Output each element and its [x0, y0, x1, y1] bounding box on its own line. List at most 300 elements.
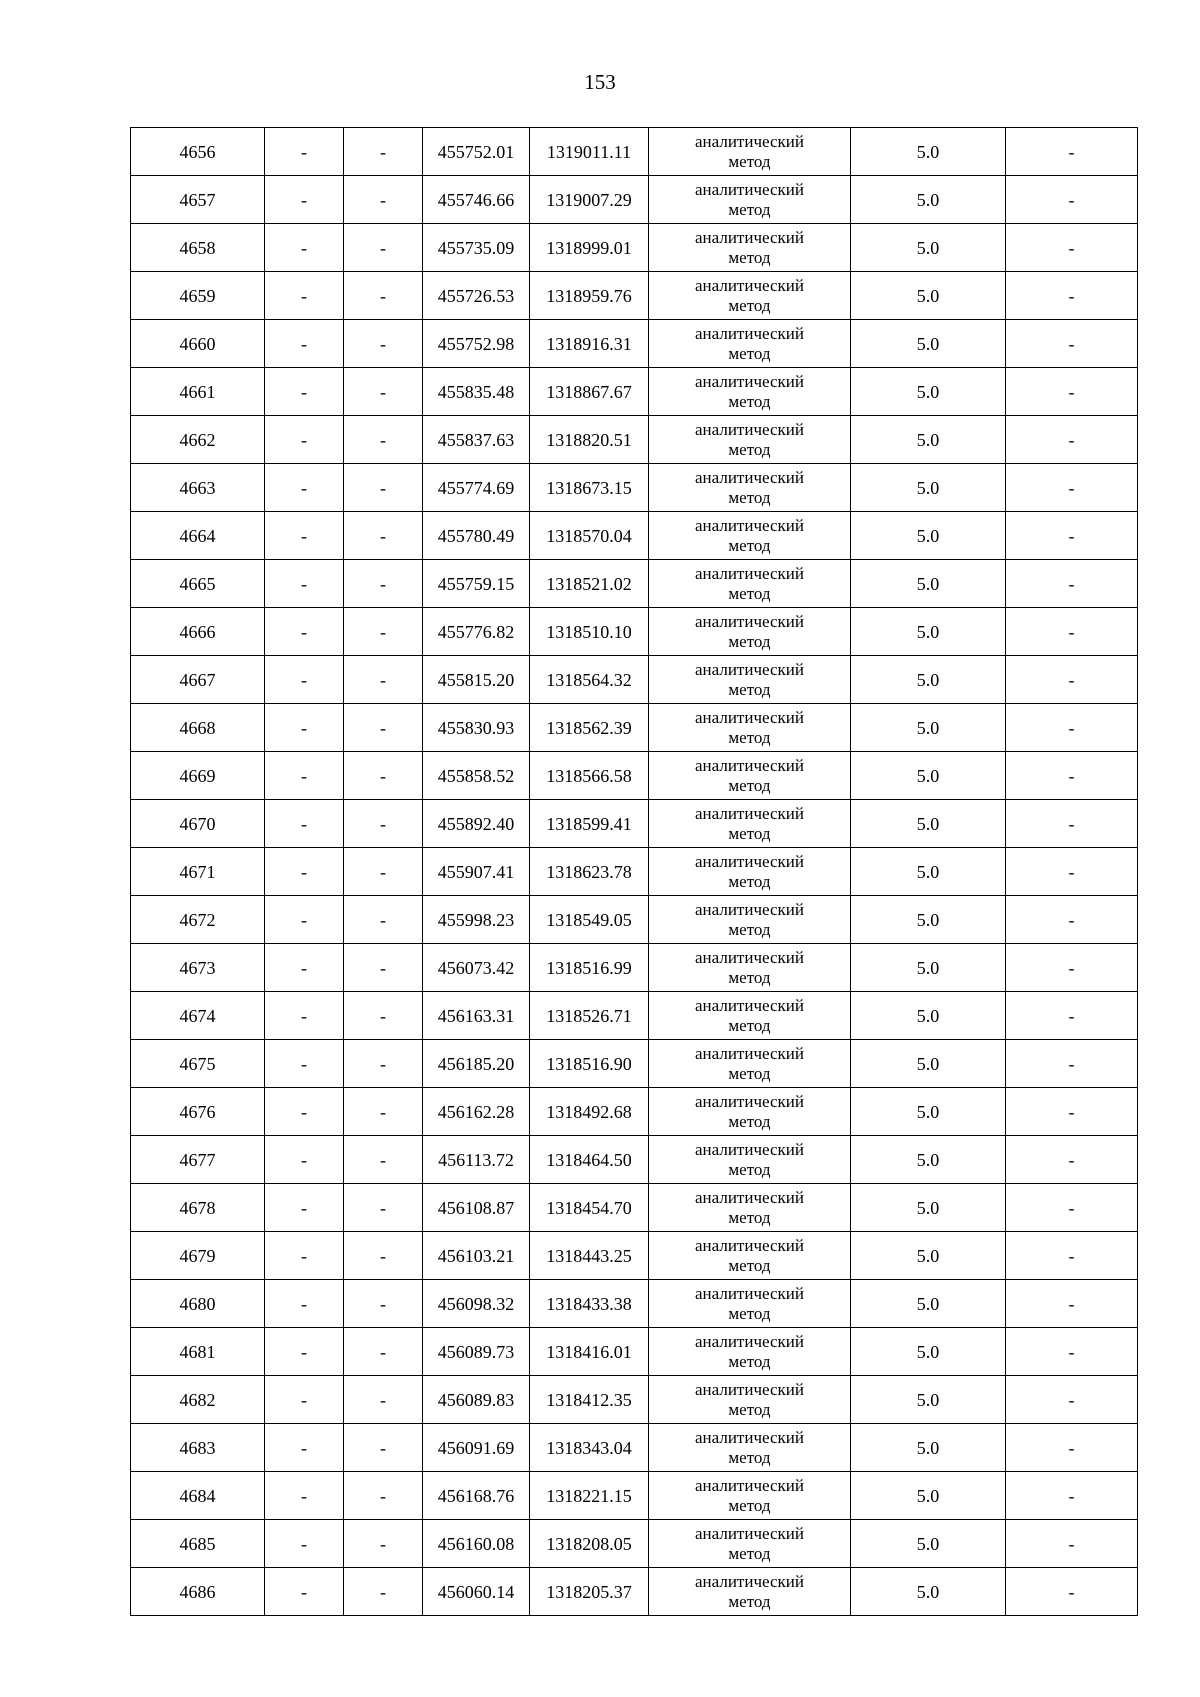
method-line-2: метод [728, 1495, 771, 1515]
x-coordinate-cell: 455752.98 [423, 320, 530, 368]
dash-cell: - [265, 1136, 344, 1184]
method-cell [649, 1040, 851, 1088]
table-body [131, 128, 1138, 1616]
y-coordinate-cell: 1318599.41 [530, 800, 649, 848]
method-cell [649, 368, 851, 416]
method-line-1: аналитический [695, 659, 804, 679]
point-number-cell: 4686 [131, 1568, 265, 1616]
method-cell [649, 176, 851, 224]
table-row [131, 1568, 1138, 1616]
y-coordinate-cell: 1318820.51 [530, 416, 649, 464]
method-cell [649, 224, 851, 272]
method-line-2: метод [728, 775, 771, 795]
y-coordinate-cell: 1318673.15 [530, 464, 649, 512]
accuracy-cell: 5.0 [851, 608, 1006, 656]
method-cell [649, 512, 851, 560]
method-line-2: метод [728, 1159, 771, 1179]
dash-cell: - [265, 1232, 344, 1280]
x-coordinate-cell: 455726.53 [423, 272, 530, 320]
method-line-2: метод [728, 1207, 771, 1227]
table-row [131, 1328, 1138, 1376]
dash-cell: - [1006, 272, 1138, 320]
dash-cell: - [265, 1184, 344, 1232]
accuracy-cell: 5.0 [851, 1280, 1006, 1328]
dash-cell: - [344, 1088, 423, 1136]
y-coordinate-cell: 1318464.50 [530, 1136, 649, 1184]
table-row [131, 320, 1138, 368]
dash-cell: - [1006, 608, 1138, 656]
method-line-1: аналитический [695, 803, 804, 823]
accuracy-cell: 5.0 [851, 416, 1006, 464]
dash-cell: - [344, 128, 423, 176]
method-line-1: аналитический [695, 899, 804, 919]
x-coordinate-cell: 455830.93 [423, 704, 530, 752]
method-cell [649, 1328, 851, 1376]
table-row [131, 1376, 1138, 1424]
x-coordinate-cell: 456089.83 [423, 1376, 530, 1424]
accuracy-cell: 5.0 [851, 512, 1006, 560]
dash-cell: - [1006, 1424, 1138, 1472]
point-number-cell: 4662 [131, 416, 265, 464]
method-line-1: аналитический [695, 515, 804, 535]
dash-cell: - [265, 368, 344, 416]
y-coordinate-cell: 1319007.29 [530, 176, 649, 224]
accuracy-cell: 5.0 [851, 464, 1006, 512]
table-row [131, 224, 1138, 272]
y-coordinate-cell: 1318205.37 [530, 1568, 649, 1616]
x-coordinate-cell: 455776.82 [423, 608, 530, 656]
method-line-1: аналитический [695, 467, 804, 487]
method-cell [649, 464, 851, 512]
method-line-1: аналитический [695, 611, 804, 631]
y-coordinate-cell: 1318623.78 [530, 848, 649, 896]
method-line-2: метод [728, 535, 771, 555]
method-cell [649, 1184, 851, 1232]
table-row [131, 704, 1138, 752]
y-coordinate-cell: 1318999.01 [530, 224, 649, 272]
accuracy-cell: 5.0 [851, 1232, 1006, 1280]
accuracy-cell: 5.0 [851, 1520, 1006, 1568]
point-number-cell: 4660 [131, 320, 265, 368]
method-line-1: аналитический [695, 755, 804, 775]
method-cell [649, 896, 851, 944]
method-line-2: метод [728, 1447, 771, 1467]
method-line-2: метод [728, 967, 771, 987]
dash-cell: - [265, 1520, 344, 1568]
table-row [131, 992, 1138, 1040]
y-coordinate-cell: 1318916.31 [530, 320, 649, 368]
dash-cell: - [265, 1568, 344, 1616]
method-line-2: метод [728, 439, 771, 459]
table-row [131, 608, 1138, 656]
point-number-cell: 4683 [131, 1424, 265, 1472]
method-cell [649, 272, 851, 320]
dash-cell: - [265, 416, 344, 464]
y-coordinate-cell: 1318208.05 [530, 1520, 649, 1568]
dash-cell: - [344, 1520, 423, 1568]
y-coordinate-cell: 1318343.04 [530, 1424, 649, 1472]
x-coordinate-cell: 456113.72 [423, 1136, 530, 1184]
dash-cell: - [1006, 1136, 1138, 1184]
point-number-cell: 4671 [131, 848, 265, 896]
dash-cell: - [265, 1328, 344, 1376]
dash-cell: - [1006, 1328, 1138, 1376]
x-coordinate-cell: 456098.32 [423, 1280, 530, 1328]
accuracy-cell: 5.0 [851, 944, 1006, 992]
table-row [131, 1040, 1138, 1088]
table-row [131, 176, 1138, 224]
method-line-1: аналитический [695, 1043, 804, 1063]
point-number-cell: 4665 [131, 560, 265, 608]
method-line-2: метод [728, 199, 771, 219]
method-line-1: аналитический [695, 227, 804, 247]
method-line-1: аналитический [695, 995, 804, 1015]
x-coordinate-cell: 456108.87 [423, 1184, 530, 1232]
accuracy-cell: 5.0 [851, 752, 1006, 800]
accuracy-cell: 5.0 [851, 224, 1006, 272]
x-coordinate-cell: 455907.41 [423, 848, 530, 896]
x-coordinate-cell: 455858.52 [423, 752, 530, 800]
dash-cell: - [344, 560, 423, 608]
dash-cell: - [265, 224, 344, 272]
y-coordinate-cell: 1318412.35 [530, 1376, 649, 1424]
dash-cell: - [265, 752, 344, 800]
y-coordinate-cell: 1318566.58 [530, 752, 649, 800]
dash-cell: - [265, 512, 344, 560]
method-cell [649, 1280, 851, 1328]
method-line-1: аналитический [695, 1571, 804, 1591]
dash-cell: - [344, 320, 423, 368]
accuracy-cell: 5.0 [851, 1568, 1006, 1616]
accuracy-cell: 5.0 [851, 1328, 1006, 1376]
table-row [131, 1472, 1138, 1520]
dash-cell: - [344, 656, 423, 704]
method-cell [649, 1232, 851, 1280]
method-line-2: метод [728, 919, 771, 939]
dash-cell: - [344, 512, 423, 560]
y-coordinate-cell: 1318433.38 [530, 1280, 649, 1328]
method-line-2: метод [728, 871, 771, 891]
y-coordinate-cell: 1318510.10 [530, 608, 649, 656]
method-cell [649, 416, 851, 464]
dash-cell: - [1006, 704, 1138, 752]
dash-cell: - [344, 896, 423, 944]
dash-cell: - [1006, 560, 1138, 608]
dash-cell: - [1006, 320, 1138, 368]
dash-cell: - [265, 1088, 344, 1136]
point-number-cell: 4682 [131, 1376, 265, 1424]
x-coordinate-cell: 456168.76 [423, 1472, 530, 1520]
dash-cell: - [344, 752, 423, 800]
x-coordinate-cell: 455837.63 [423, 416, 530, 464]
accuracy-cell: 5.0 [851, 1088, 1006, 1136]
y-coordinate-cell: 1318549.05 [530, 896, 649, 944]
dash-cell: - [1006, 1376, 1138, 1424]
dash-cell: - [344, 224, 423, 272]
y-coordinate-cell: 1318867.67 [530, 368, 649, 416]
method-line-2: метод [728, 1015, 771, 1035]
table-row [131, 1232, 1138, 1280]
accuracy-cell: 5.0 [851, 896, 1006, 944]
point-number-cell: 4670 [131, 800, 265, 848]
method-cell [649, 128, 851, 176]
point-number-cell: 4677 [131, 1136, 265, 1184]
table-row [131, 464, 1138, 512]
method-line-2: метод [728, 247, 771, 267]
method-cell [649, 1136, 851, 1184]
dash-cell: - [265, 464, 344, 512]
accuracy-cell: 5.0 [851, 800, 1006, 848]
x-coordinate-cell: 455759.15 [423, 560, 530, 608]
table-row [131, 1520, 1138, 1568]
accuracy-cell: 5.0 [851, 704, 1006, 752]
dash-cell: - [265, 128, 344, 176]
y-coordinate-cell: 1318516.90 [530, 1040, 649, 1088]
method-line-1: аналитический [695, 131, 804, 151]
method-line-1: аналитический [695, 1235, 804, 1255]
dash-cell: - [344, 1568, 423, 1616]
dash-cell: - [1006, 848, 1138, 896]
dash-cell: - [265, 992, 344, 1040]
accuracy-cell: 5.0 [851, 848, 1006, 896]
dash-cell: - [1006, 1040, 1138, 1088]
dash-cell: - [1006, 464, 1138, 512]
method-line-1: аналитический [695, 371, 804, 391]
method-line-1: аналитический [695, 1139, 804, 1159]
dash-cell: - [1006, 1088, 1138, 1136]
y-coordinate-cell: 1318221.15 [530, 1472, 649, 1520]
table-row [131, 1136, 1138, 1184]
dash-cell: - [1006, 368, 1138, 416]
dash-cell: - [1006, 176, 1138, 224]
method-cell [649, 1568, 851, 1616]
table-row [131, 512, 1138, 560]
method-cell [649, 320, 851, 368]
accuracy-cell: 5.0 [851, 320, 1006, 368]
dash-cell: - [344, 944, 423, 992]
dash-cell: - [1006, 1232, 1138, 1280]
method-line-1: аналитический [695, 275, 804, 295]
x-coordinate-cell: 456073.42 [423, 944, 530, 992]
point-number-cell: 4669 [131, 752, 265, 800]
point-number-cell: 4678 [131, 1184, 265, 1232]
method-line-2: метод [728, 679, 771, 699]
method-line-1: аналитический [695, 1427, 804, 1447]
method-line-2: метод [728, 1399, 771, 1419]
dash-cell: - [1006, 512, 1138, 560]
dash-cell: - [265, 800, 344, 848]
method-line-1: аналитический [695, 1187, 804, 1207]
x-coordinate-cell: 456163.31 [423, 992, 530, 1040]
coordinates-table [130, 127, 1138, 1616]
y-coordinate-cell: 1318443.25 [530, 1232, 649, 1280]
dash-cell: - [265, 560, 344, 608]
x-coordinate-cell: 455746.66 [423, 176, 530, 224]
dash-cell: - [1006, 1280, 1138, 1328]
point-number-cell: 4659 [131, 272, 265, 320]
dash-cell: - [344, 992, 423, 1040]
method-line-2: метод [728, 1111, 771, 1131]
method-line-1: аналитический [695, 1523, 804, 1543]
dash-cell: - [265, 656, 344, 704]
x-coordinate-cell: 455774.69 [423, 464, 530, 512]
dash-cell: - [265, 944, 344, 992]
x-coordinate-cell: 455735.09 [423, 224, 530, 272]
dash-cell: - [1006, 1568, 1138, 1616]
dash-cell: - [1006, 1184, 1138, 1232]
method-line-2: метод [728, 1351, 771, 1371]
method-line-2: метод [728, 295, 771, 315]
x-coordinate-cell: 456060.14 [423, 1568, 530, 1616]
dash-cell: - [344, 1376, 423, 1424]
dash-cell: - [1006, 800, 1138, 848]
method-cell [649, 1088, 851, 1136]
dash-cell: - [1006, 416, 1138, 464]
dash-cell: - [1006, 992, 1138, 1040]
y-coordinate-cell: 1318416.01 [530, 1328, 649, 1376]
dash-cell: - [265, 1040, 344, 1088]
x-coordinate-cell: 455998.23 [423, 896, 530, 944]
y-coordinate-cell: 1318570.04 [530, 512, 649, 560]
point-number-cell: 4681 [131, 1328, 265, 1376]
point-number-cell: 4661 [131, 368, 265, 416]
method-line-1: аналитический [695, 323, 804, 343]
method-line-2: метод [728, 487, 771, 507]
method-line-1: аналитический [695, 179, 804, 199]
dash-cell: - [265, 1280, 344, 1328]
x-coordinate-cell: 456160.08 [423, 1520, 530, 1568]
method-line-2: метод [728, 727, 771, 747]
method-line-1: аналитический [695, 419, 804, 439]
point-number-cell: 4658 [131, 224, 265, 272]
method-line-2: метод [728, 631, 771, 651]
method-line-1: аналитический [695, 563, 804, 583]
method-line-2: метод [728, 823, 771, 843]
method-cell [649, 800, 851, 848]
dash-cell: - [1006, 1520, 1138, 1568]
dash-cell: - [344, 416, 423, 464]
method-cell [649, 752, 851, 800]
x-coordinate-cell: 455835.48 [423, 368, 530, 416]
dash-cell: - [265, 1424, 344, 1472]
dash-cell: - [344, 1424, 423, 1472]
dash-cell: - [1006, 896, 1138, 944]
y-coordinate-cell: 1318562.39 [530, 704, 649, 752]
method-cell [649, 560, 851, 608]
table-row [131, 416, 1138, 464]
method-line-2: метод [728, 583, 771, 603]
dash-cell: - [344, 1232, 423, 1280]
method-line-1: аналитический [695, 1091, 804, 1111]
point-number-cell: 4684 [131, 1472, 265, 1520]
method-line-2: метод [728, 1543, 771, 1563]
dash-cell: - [265, 608, 344, 656]
table-row [131, 1424, 1138, 1472]
dash-cell: - [265, 1376, 344, 1424]
accuracy-cell: 5.0 [851, 1136, 1006, 1184]
dash-cell: - [344, 608, 423, 656]
accuracy-cell: 5.0 [851, 560, 1006, 608]
dash-cell: - [265, 896, 344, 944]
x-coordinate-cell: 456089.73 [423, 1328, 530, 1376]
method-line-2: метод [728, 151, 771, 171]
table-row [131, 1088, 1138, 1136]
table-row [131, 128, 1138, 176]
y-coordinate-cell: 1318521.02 [530, 560, 649, 608]
method-line-2: метод [728, 1255, 771, 1275]
y-coordinate-cell: 1318492.68 [530, 1088, 649, 1136]
method-line-2: метод [728, 1063, 771, 1083]
dash-cell: - [344, 1472, 423, 1520]
point-number-cell: 4668 [131, 704, 265, 752]
method-cell [649, 1472, 851, 1520]
point-number-cell: 4657 [131, 176, 265, 224]
dash-cell: - [1006, 752, 1138, 800]
dash-cell: - [344, 368, 423, 416]
point-number-cell: 4674 [131, 992, 265, 1040]
dash-cell: - [344, 704, 423, 752]
dash-cell: - [344, 1280, 423, 1328]
table-row [131, 1280, 1138, 1328]
dash-cell: - [344, 1136, 423, 1184]
accuracy-cell: 5.0 [851, 176, 1006, 224]
x-coordinate-cell: 456091.69 [423, 1424, 530, 1472]
accuracy-cell: 5.0 [851, 368, 1006, 416]
table-row [131, 368, 1138, 416]
accuracy-cell: 5.0 [851, 1040, 1006, 1088]
method-line-2: метод [728, 1591, 771, 1611]
accuracy-cell: 5.0 [851, 128, 1006, 176]
dash-cell: - [1006, 224, 1138, 272]
dash-cell: - [344, 1184, 423, 1232]
accuracy-cell: 5.0 [851, 656, 1006, 704]
table-row [131, 896, 1138, 944]
table-row [131, 560, 1138, 608]
method-line-2: метод [728, 343, 771, 363]
method-cell [649, 1520, 851, 1568]
x-coordinate-cell: 455752.01 [423, 128, 530, 176]
page-number: 153 [584, 70, 616, 94]
dash-cell: - [344, 176, 423, 224]
table-row [131, 752, 1138, 800]
accuracy-cell: 5.0 [851, 272, 1006, 320]
method-cell [649, 1424, 851, 1472]
y-coordinate-cell: 1318526.71 [530, 992, 649, 1040]
method-line-1: аналитический [695, 1475, 804, 1495]
method-line-1: аналитический [695, 851, 804, 871]
dash-cell: - [344, 800, 423, 848]
x-coordinate-cell: 456162.28 [423, 1088, 530, 1136]
point-number-cell: 4676 [131, 1088, 265, 1136]
dash-cell: - [344, 848, 423, 896]
y-coordinate-cell: 1318959.76 [530, 272, 649, 320]
table-row [131, 1184, 1138, 1232]
x-coordinate-cell: 455892.40 [423, 800, 530, 848]
point-number-cell: 4656 [131, 128, 265, 176]
accuracy-cell: 5.0 [851, 1376, 1006, 1424]
dash-cell: - [265, 320, 344, 368]
method-cell [649, 608, 851, 656]
dash-cell: - [265, 1472, 344, 1520]
x-coordinate-cell: 455815.20 [423, 656, 530, 704]
method-cell [649, 992, 851, 1040]
method-line-1: аналитический [695, 1331, 804, 1351]
x-coordinate-cell: 456185.20 [423, 1040, 530, 1088]
x-coordinate-cell: 455780.49 [423, 512, 530, 560]
method-line-1: аналитический [695, 1283, 804, 1303]
method-cell [649, 656, 851, 704]
point-number-cell: 4679 [131, 1232, 265, 1280]
